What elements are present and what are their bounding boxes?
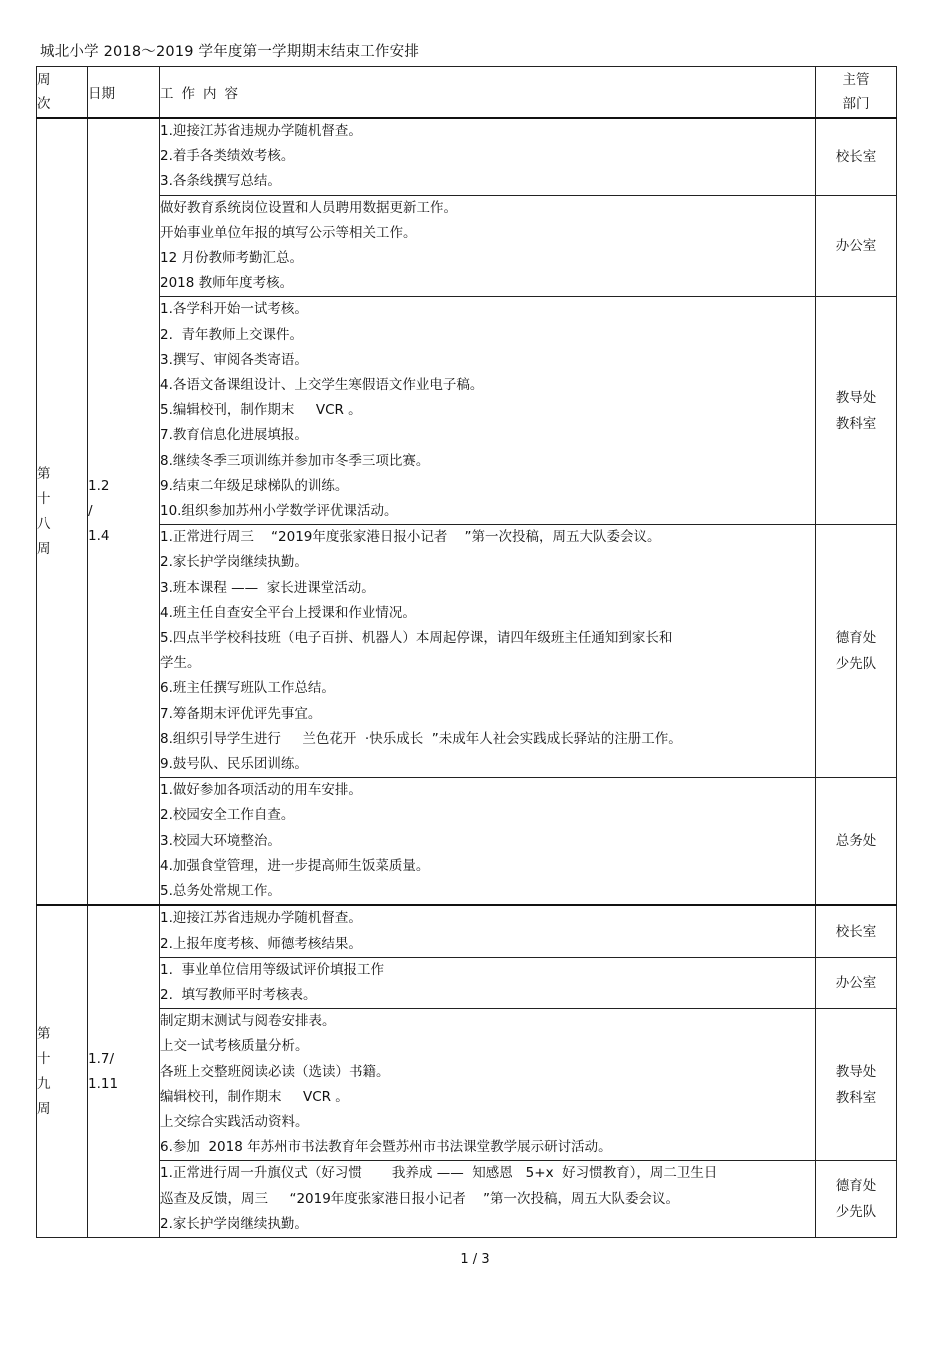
work-content-cell <box>160 905 816 957</box>
work-item: 4.班主任自查安全平台上授课和作业情况。 <box>160 604 416 621</box>
work-content-cell <box>160 1161 816 1238</box>
week-char: 周 <box>37 1100 51 1117</box>
work-item: 5.总务处常规工作。 <box>160 883 281 900</box>
work-content-cell <box>160 778 816 906</box>
week-char: 八 <box>37 515 51 532</box>
work-item: 2.校园安全工作自查。 <box>160 807 295 824</box>
work-item: 5.四点半学校科技班（电子百拼、机器人）本周起停课，请四年级班主任通知到家长和 <box>160 630 673 647</box>
work-content-cell <box>160 525 816 778</box>
department-name: 校长室 <box>835 923 877 940</box>
date-cell <box>88 118 160 905</box>
department-cell <box>816 297 897 525</box>
work-content-cell <box>160 195 816 297</box>
schedule-table <box>36 66 897 1238</box>
schedule-row <box>37 297 897 525</box>
work-content-cell <box>160 957 816 1008</box>
schedule-row <box>37 118 897 195</box>
work-item: 各班上交整班阅读必读（选读）书籍。 <box>160 1063 390 1080</box>
department-name: 教科室 <box>835 415 877 432</box>
work-item: 3.校园大环境整治。 <box>160 832 281 849</box>
date-line: 1.11 <box>88 1075 119 1092</box>
department-name: 教导处 <box>835 389 877 406</box>
schedule-row <box>37 525 897 778</box>
department-cell <box>816 957 897 1008</box>
work-item: 4.加强食堂管理，进一步提高师生饭菜质量。 <box>160 857 430 874</box>
work-item: 1.迎接江苏省违规办学随机督查。 <box>160 910 362 927</box>
department-cell <box>816 778 897 906</box>
department-cell <box>816 1009 897 1161</box>
department-name: 少先队 <box>835 1204 877 1221</box>
department-cell <box>816 1161 897 1238</box>
date-line: / <box>88 503 93 520</box>
department-name: 德育处 <box>835 1178 877 1195</box>
work-item: 学生。 <box>160 655 201 672</box>
work-item: 5.编辑校刊，制作期末 VCR 。 <box>160 402 362 419</box>
work-item: 8.继续冬季三项训练并参加市冬季三项比赛。 <box>160 452 430 469</box>
document-title: 城北小学 2018～2019 学年度第一学期期末结束工作安排 <box>40 44 420 60</box>
work-item: 1.迎接江苏省违规办学随机督查。 <box>160 123 362 139</box>
week-cell <box>37 118 88 905</box>
department-cell <box>816 195 897 297</box>
department-name: 德育处 <box>835 630 877 647</box>
work-item: 2.上报年度考核、师德考核结果。 <box>160 935 362 952</box>
work-item: 3.各条线撰写总结。 <box>160 173 281 190</box>
week-char: 九 <box>37 1075 51 1092</box>
schedule-body <box>37 118 897 1237</box>
work-item: 2.着手各类绩效考核。 <box>160 148 295 165</box>
work-item: 3.班本课程 —— 家长进课堂活动。 <box>160 579 375 596</box>
header-department <box>816 67 897 119</box>
work-item: 6.班主任撰写班队工作总结。 <box>160 680 335 697</box>
department-name: 总务处 <box>835 833 877 850</box>
schedule-row <box>37 957 897 1008</box>
work-item: 8.组织引导学生进行 兰色花开 ·快乐成长 ”未成年人社会实践成长驿站的注册工作。 <box>160 730 682 747</box>
work-item: 7.筹备期末评优评先事宜。 <box>160 705 322 722</box>
date-line: 1.7/ <box>88 1050 115 1067</box>
work-item: 2018 教师年度考核。 <box>160 275 294 292</box>
header-date: 日期 <box>88 67 160 119</box>
week-char: 十 <box>37 1050 51 1067</box>
department-name: 校长室 <box>835 148 877 165</box>
header-row <box>37 67 897 119</box>
header-week-line2: 次 <box>37 96 51 112</box>
work-item: 12 月份教师考勤汇总。 <box>160 250 303 267</box>
work-item: 10.组织参加苏州小学数学评优课活动。 <box>160 503 398 520</box>
work-item: 巡查及反馈，周三 “2019年度张家港日报小记者 ”第一次投稿，周五大队委会议。 <box>160 1190 679 1207</box>
date-line: 1.4 <box>88 528 110 545</box>
schedule-row <box>37 195 897 297</box>
work-item: 4.各语文备课组设计、上交学生寒假语文作业电子稿。 <box>160 377 484 394</box>
work-item: 2. 青年教师上交课件。 <box>160 326 303 343</box>
work-item: 1.正常进行周一升旗仪式（好习惯 我养成 —— 知感恩 5+x 好习惯教育），周二卫生日 <box>160 1165 718 1182</box>
work-item: 2.家长护学岗继续执勤。 <box>160 554 308 571</box>
schedule-row <box>37 1009 897 1161</box>
week-char: 十 <box>37 490 51 507</box>
work-item: 上交综合实践活动资料。 <box>160 1113 309 1130</box>
work-item: 1.各学科开始一试考核。 <box>160 301 308 318</box>
work-content-cell <box>160 297 816 525</box>
week-char: 第 <box>37 465 51 482</box>
header-dept-line2: 部门 <box>842 96 870 112</box>
work-item: 3.撰写、审阅各类寄语。 <box>160 351 308 368</box>
work-item: 制定期末测试与阅卷安排表。 <box>160 1013 336 1030</box>
work-item: 开始事业单位年报的填写公示等相关工作。 <box>160 224 417 241</box>
week-cell <box>37 905 88 1237</box>
date-cell <box>88 905 160 1237</box>
schedule-row <box>37 1161 897 1238</box>
work-item: 1. 事业单位信用等级试评价填报工作 <box>160 961 384 978</box>
work-item: 1.正常进行周三 “2019年度张家港日报小记者 ”第一次投稿，周五大队委会议。 <box>160 529 661 546</box>
date-line: 1.2 <box>88 478 110 495</box>
department-name: 办公室 <box>835 974 877 991</box>
work-item: 7.教育信息化进展填报。 <box>160 427 308 444</box>
work-content-cell <box>160 1009 816 1161</box>
header-week-line1: 周 <box>37 72 51 88</box>
header-work-content: 工作内容 <box>160 67 816 119</box>
header-dept-line1: 主管 <box>842 72 870 88</box>
department-name: 少先队 <box>835 656 877 673</box>
work-item: 做好教育系统岗位设置和人员聘用数据更新工作。 <box>160 199 457 216</box>
work-item: 9.鼓号队、民乐团训练。 <box>160 756 308 773</box>
department-name: 教科室 <box>835 1089 877 1106</box>
work-item: 9.结束二年级足球梯队的训练。 <box>160 477 349 494</box>
page-number: 1 / 3 <box>460 1252 490 1267</box>
work-item: 1.做好参加各项活动的用车安排。 <box>160 782 362 799</box>
work-item: 2.家长护学岗继续执勤。 <box>160 1215 308 1232</box>
week-char: 第 <box>37 1025 51 1042</box>
department-cell <box>816 525 897 778</box>
week-char: 周 <box>37 540 51 557</box>
department-name: 办公室 <box>835 238 877 255</box>
schedule-row <box>37 905 897 957</box>
schedule-row <box>37 778 897 906</box>
department-cell <box>816 118 897 195</box>
work-content-cell <box>160 118 816 195</box>
department-name: 教导处 <box>835 1063 877 1080</box>
work-item: 6.参加 2018 年苏州市书法教育年会暨苏州市书法课堂教学展示研讨活动。 <box>160 1139 612 1156</box>
department-cell <box>816 905 897 957</box>
work-item: 编辑校刊，制作期末 VCR 。 <box>160 1088 349 1105</box>
work-item: 2. 填写教师平时考核表。 <box>160 986 317 1003</box>
header-week <box>37 67 88 119</box>
work-item: 上交一试考核质量分析。 <box>160 1038 309 1055</box>
